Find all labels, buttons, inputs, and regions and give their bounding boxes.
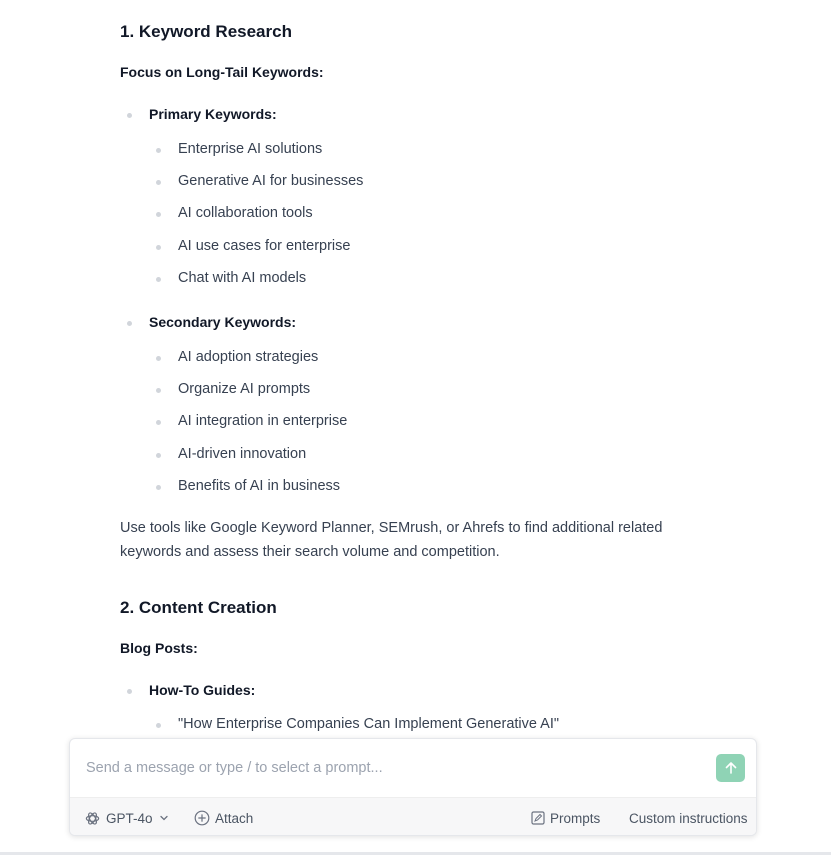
list-item: Chat with AI models [178,270,307,286]
list-item: Generative AI for businesses [178,173,364,189]
list-item: Benefits of AI in business [178,478,341,494]
attach-label: Attach [215,810,254,826]
list-item: AI use cases for enterprise [178,238,351,254]
section-heading: 1. Keyword Research [120,22,292,41]
model-label: GPT-4o [106,810,153,826]
list-item: "How Enterprise Companies Can Implement Generative AI" [178,716,560,732]
model-selector[interactable] [84,808,169,828]
composer-toolbar [70,797,756,836]
attach-button[interactable] [194,808,253,828]
message-input[interactable] [84,755,708,781]
list-item: AI-driven innovation [178,446,307,462]
custom-instructions-label: Custom instructions [629,810,748,826]
prompts-button[interactable] [531,808,600,828]
list-item-secondary-keywords: Secondary Keywords: [149,314,297,330]
arrow-up-icon [724,761,738,775]
edit-box-icon [531,811,545,825]
plus-circle-icon [194,810,210,826]
send-button[interactable] [716,754,745,782]
paragraph: Use tools like Google Keyword Planner, SEMrush, or Ahrefs to find additional related keywords and assess their search volume and competition. [120,520,663,560]
section-heading: 2. Content Creation [120,598,277,617]
list-item: AI integration in enterprise [178,413,348,429]
custom-instructions-button[interactable] [629,808,748,828]
subheading: Focus on Long-Tail Keywords: [120,64,324,80]
list-item: AI adoption strategies [178,349,319,365]
list-item: AI collaboration tools [178,205,313,221]
list-item: Enterprise AI solutions [178,141,323,157]
list-item-howto-guides: How-To Guides: [149,682,256,698]
list-item: Organize AI prompts [178,381,311,397]
list-item-primary-keywords: Primary Keywords: [149,106,277,122]
chevron-down-icon [159,813,169,823]
subheading: Blog Posts: [120,640,198,656]
prompts-label: Prompts [550,810,601,826]
openai-logo-icon [84,810,101,827]
message-composer [69,738,757,836]
